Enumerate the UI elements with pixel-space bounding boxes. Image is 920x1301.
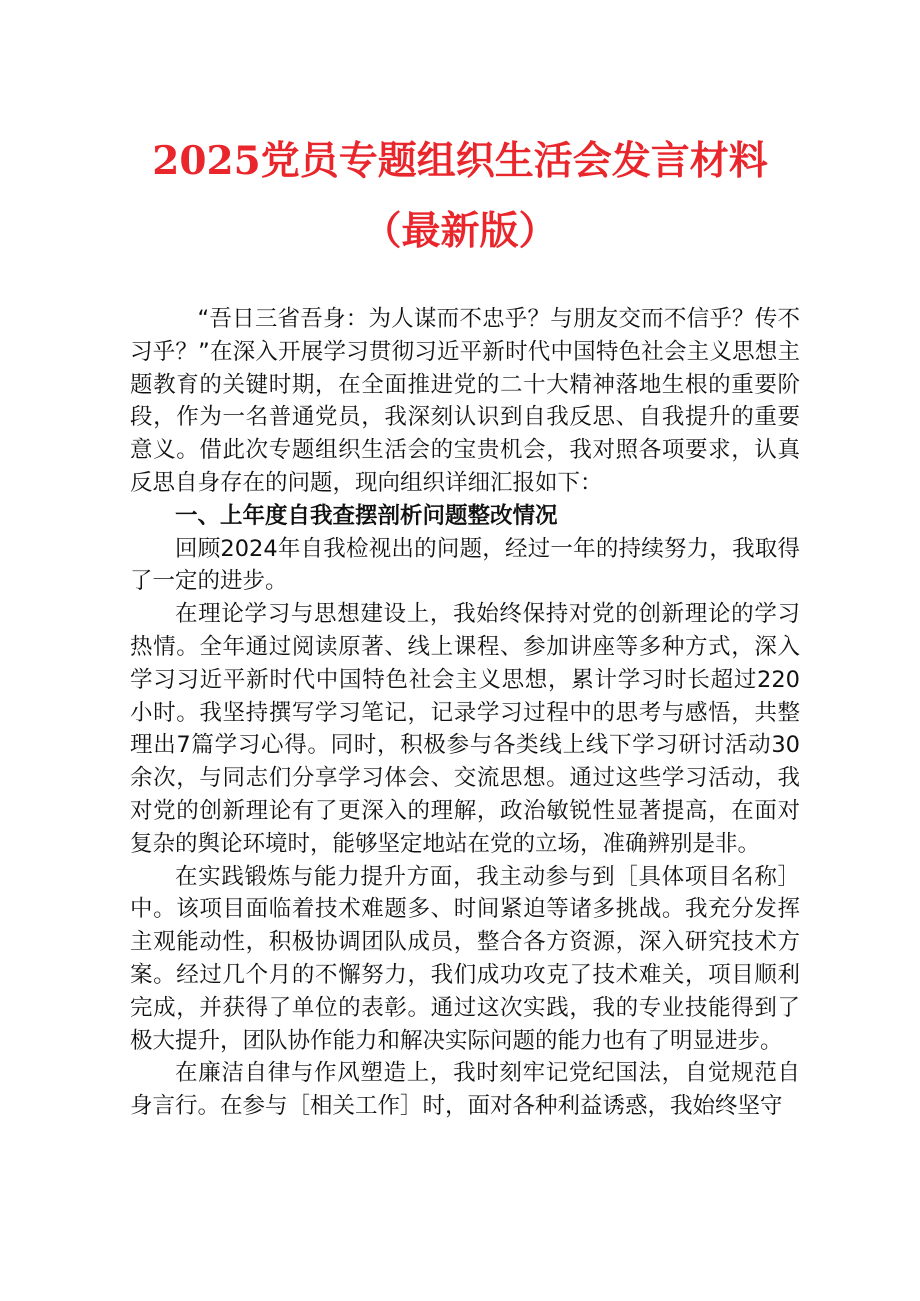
document-body [130,303,800,1123]
document-title: 2025党员专题组织生活会发言材料 [152,138,768,184]
section-heading: 一、上年度自我查摆剖析问题整改情况 [175,502,558,529]
body-paragraph: 在实践锻炼与能力提升方面，我主动参与到［具体项目名称］中。该项目面临着技术难题多、时间紧迫等诸多挑战。我充分发挥主观能动性，积极协调团队成员，整合各方资源，深入研究技术方案。经过几个月的不懈努力，我们成功攻克了技术难关，项目顺利完成，并获得了单位的表彰。通过这次实践，我的专业技能得到了极大提升，团队协作能力和解决实际问题的能力也有了明显进步。 [130,863,800,1054]
body-paragraph: 回顾2024年自我检视出的问题，经过一年的持续努力，我取得了一定的进步。 [130,535,800,595]
intro-paragraph: “吾日三省吾身：为人谋而不忠乎？与朋友交而不信乎？传不习乎？”在深入开展学习贯彻习近平新时代中国特色社会主义思想主题教育的关键时期，在全面推进党的二十大精神落地生根的重要阶段，作为一名普通党员，我深刻认识到自我反思、自我提升的重要意义。借此次专题组织生活会的宝贵机会，我对照各项要求，认真反思自身存在的问题，现向组织详细汇报如下： [130,306,800,496]
body-paragraph: 在廉洁自律与作风塑造上，我时刻牢记党纪国法，自觉规范自身言行。在参与［相关工作］时，面对各种利益诱惑，我始终坚守 [130,1060,800,1120]
body-paragraph: 在理论学习与思想建设上，我始终保持对党的创新理论的学习热情。全年通过阅读原著、线上课程、参加讲座等多种方式，深入学习习近平新时代中国特色社会主义思想，累计学习时长超过220小时。我坚持撰写学习笔记，记录学习过程中的思考与感悟，共整理出7篇学习心得。同时，积极参与各类线上线下学习研讨活动30余次，与同志们分享学习体会、交流思想。通过这些学习活动，我对党的创新理论有了更深入的理解，政治敏锐性显著提高，在面对复杂的舆论环境时，能够坚定地站在党的立场，准确辨别是非。 [130,601,800,857]
document-subtitle: （最新版） [362,208,558,254]
